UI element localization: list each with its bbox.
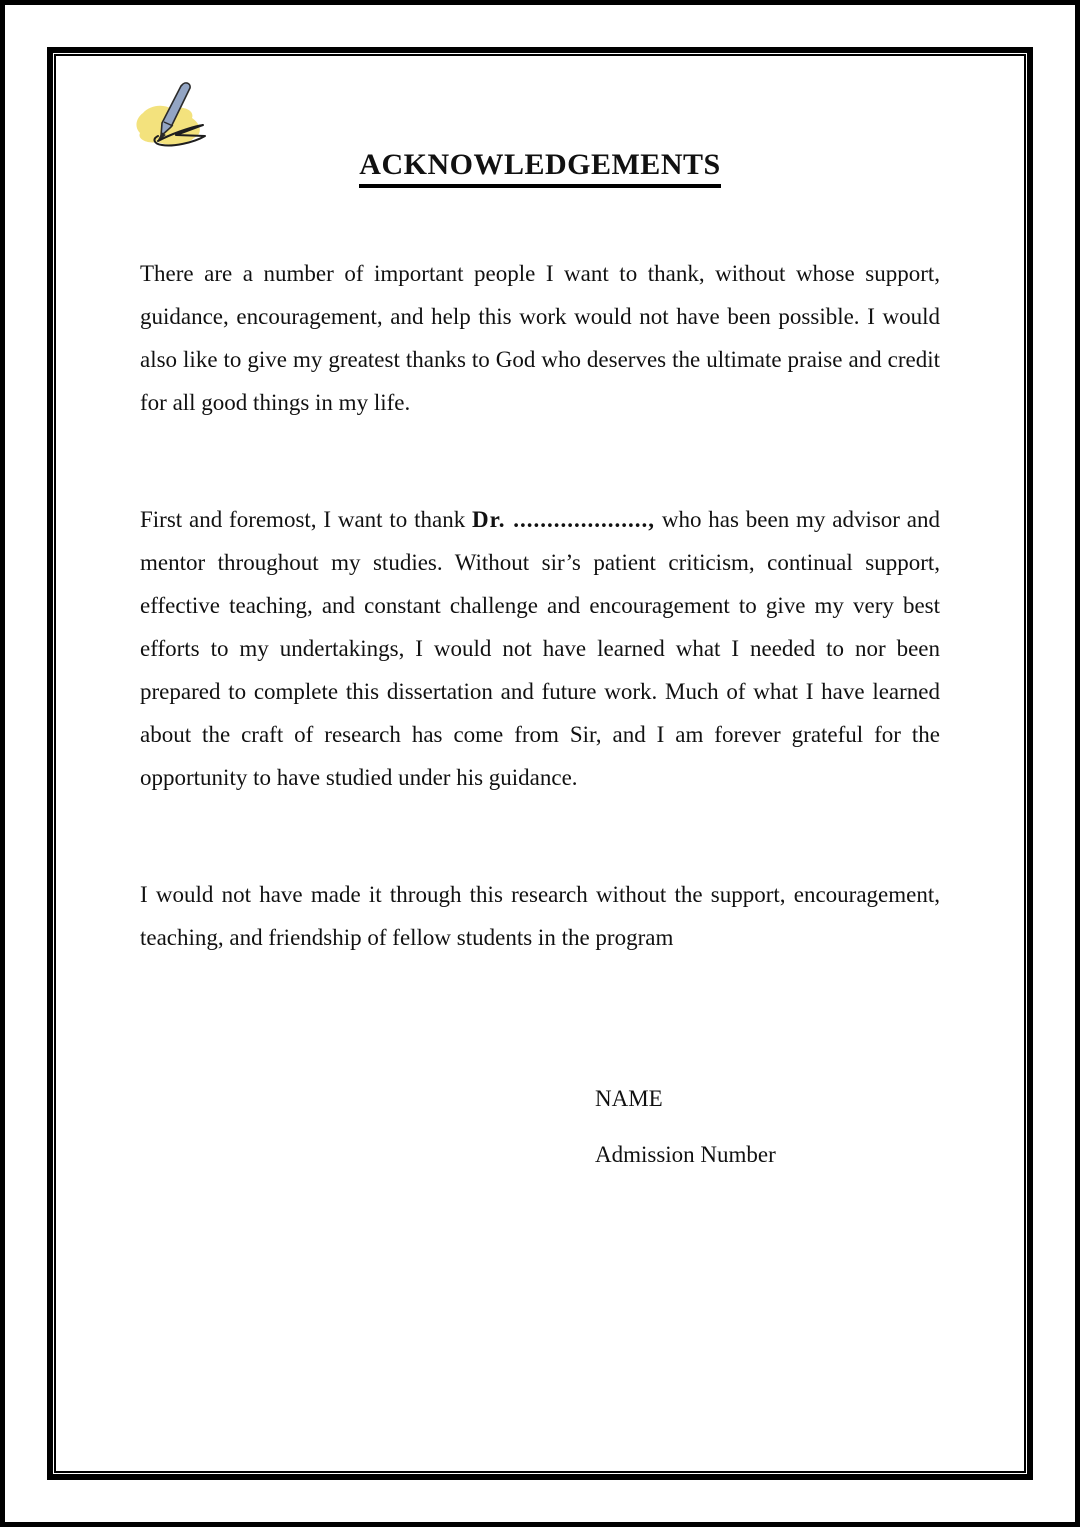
page-title-text: ACKNOWLEDGEMENTS — [359, 148, 720, 188]
paragraph-1: There are a number of important people I want to thank, without whose support, guidance, encouragement, and help this work would not have been possible. I would also like to give my greatest thanks to God who deserves the ultimate praise and credit for all good things in my life. — [140, 261, 940, 415]
pen-scribble-icon — [127, 77, 211, 157]
name-label: NAME — [595, 1086, 663, 1111]
paragraph-2-post: who has been my advisor and mentor throughout my studies. Without sir’s patient criticism, continual support, effective teaching, and constant challenge and encouragement to give my very best efforts to my undertakings, I would not have learned what I needed to nor been prepared to complete this dissertation and future work. Much of what I have learned about the craft of research has come from Sir, and I am forever grateful for the opportunity to have studied under his guidance. — [140, 507, 940, 790]
advisor-name-placeholder: Dr. ...................., — [472, 507, 656, 532]
paragraph-2-pre: First and foremost, I want to thank — [140, 507, 473, 532]
paragraph-2 — [140, 498, 940, 799]
paragraph-3: I would not have made it through this research without the support, encouragement, teaching, and friendship of fellow students in the program — [140, 882, 940, 950]
body-text — [65, 252, 1015, 1176]
page-content — [65, 65, 1015, 1462]
signature-block — [140, 1077, 940, 1176]
admission-number-label: Admission Number — [595, 1142, 776, 1167]
